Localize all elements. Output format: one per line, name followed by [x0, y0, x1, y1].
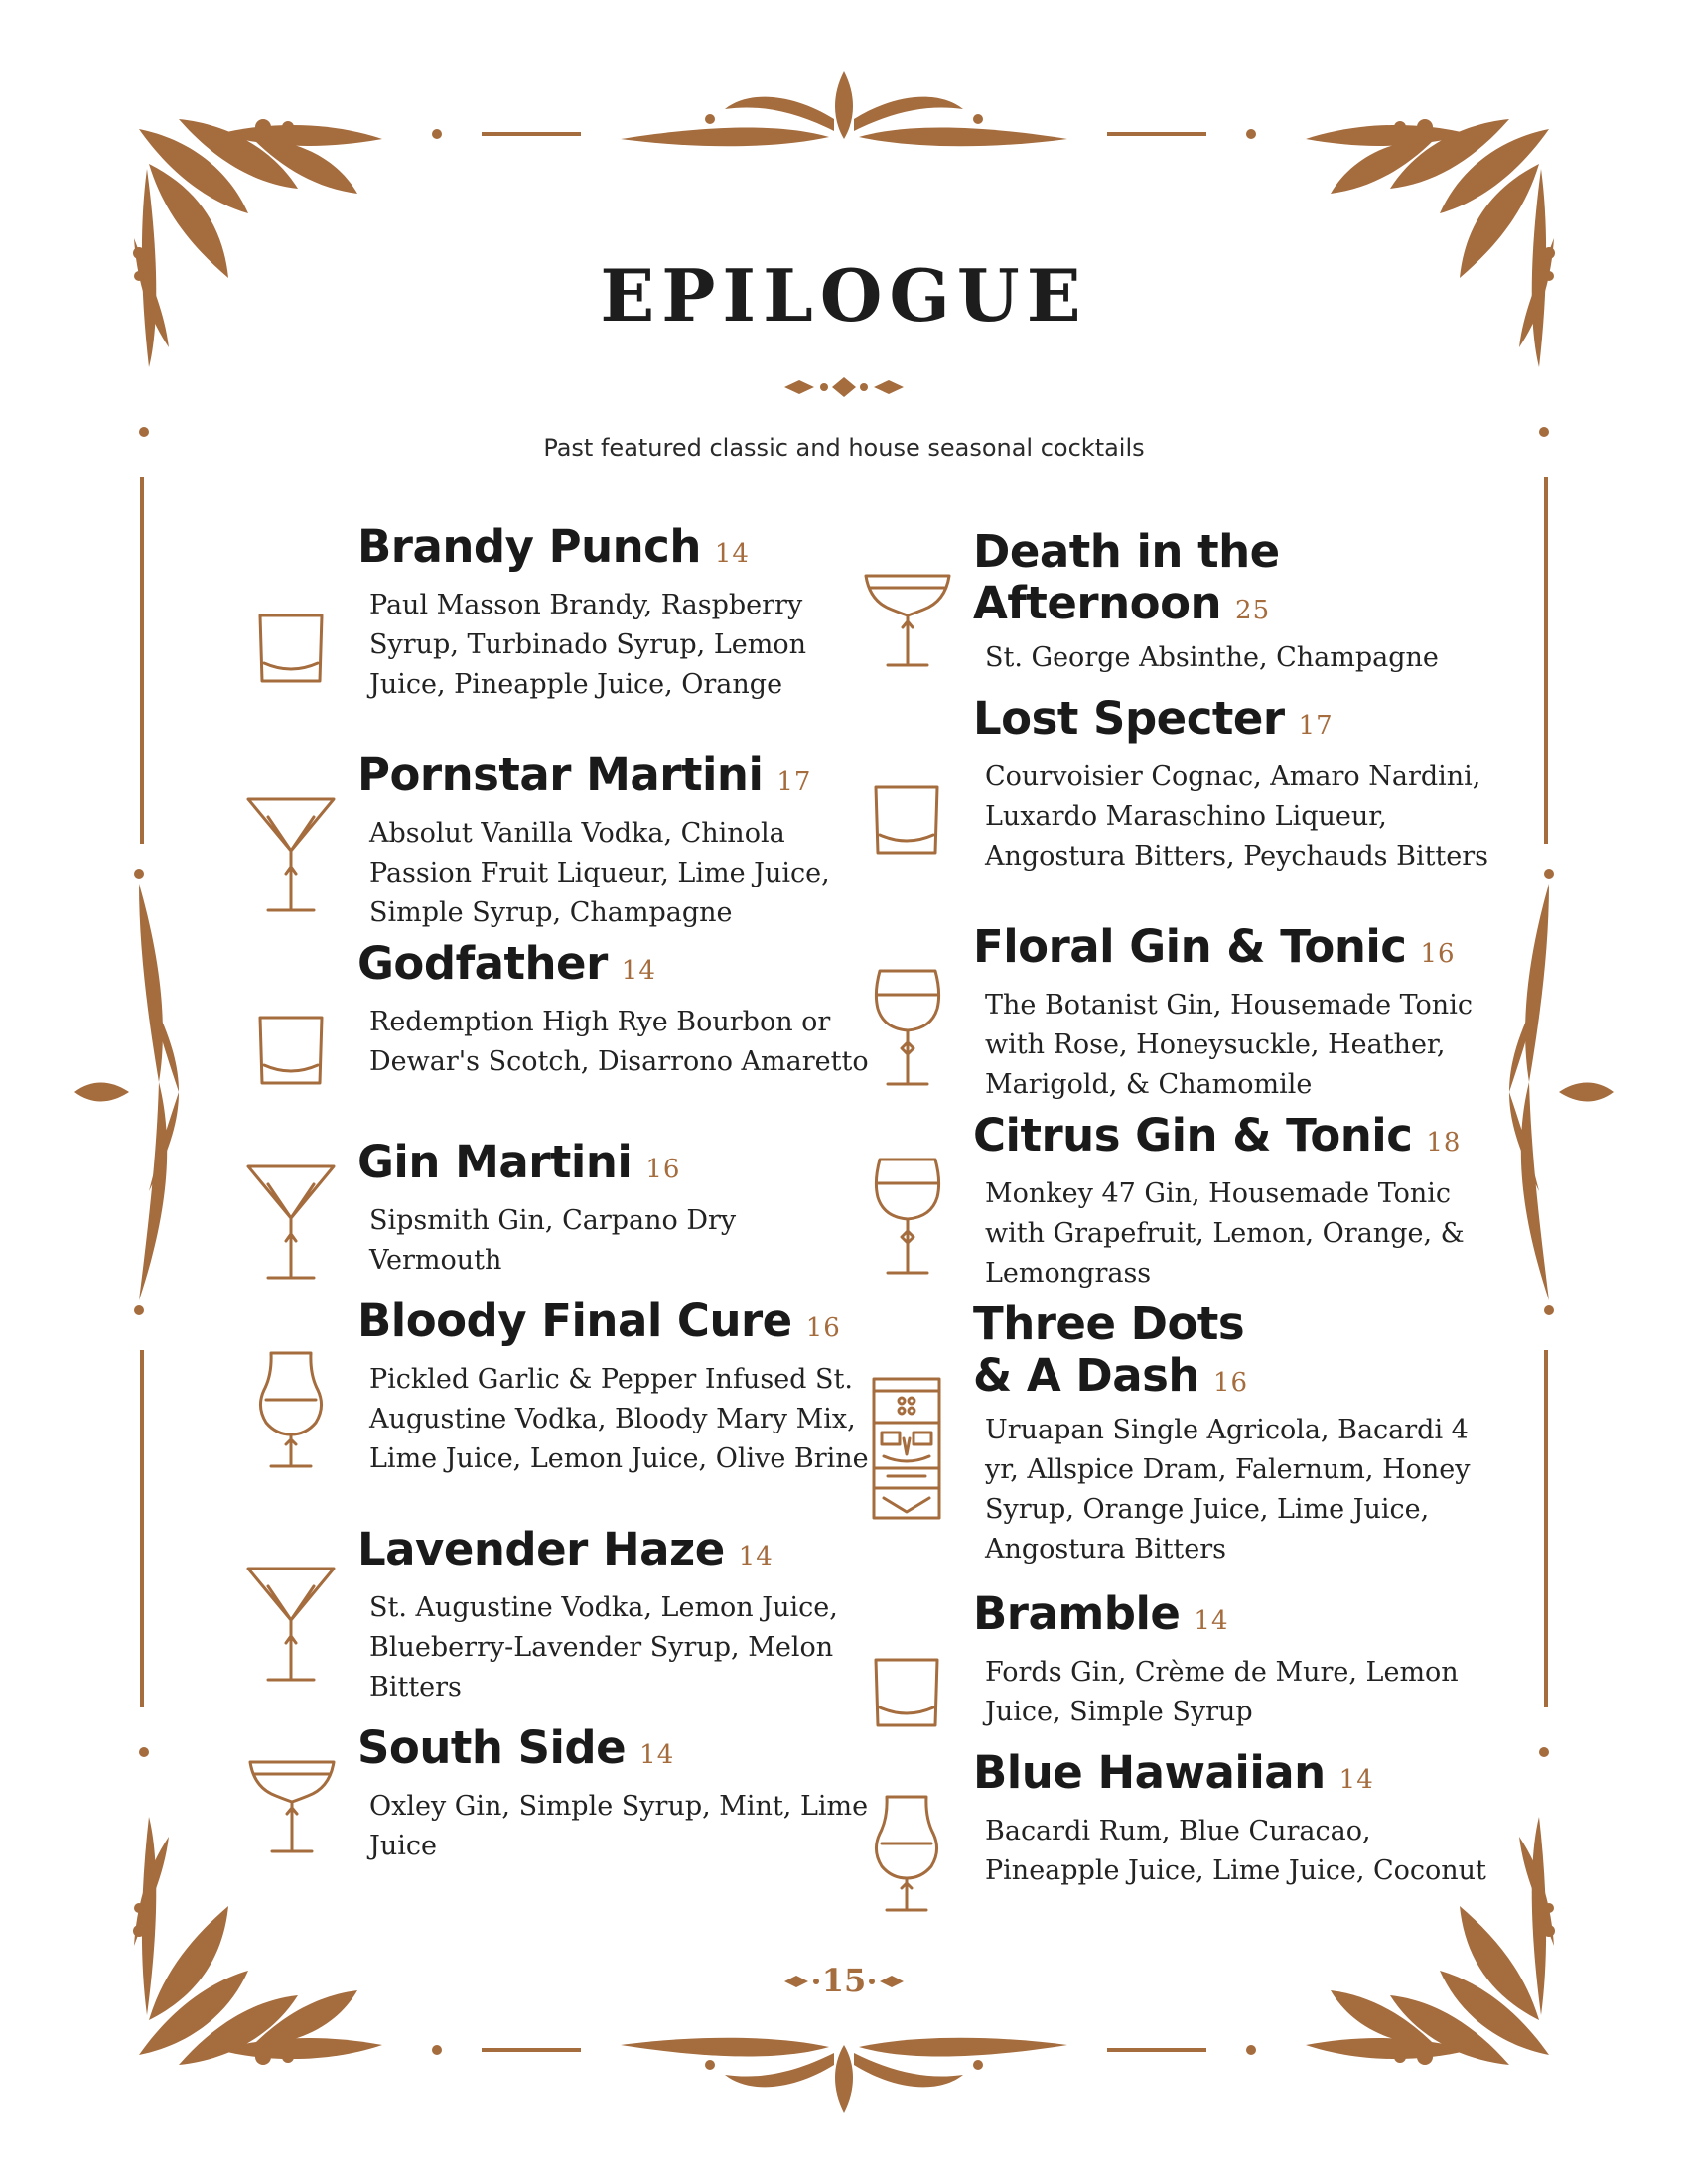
rocks-glass-icon [238, 606, 348, 695]
item-price: 16 [645, 1155, 681, 1184]
item-title: Brandy Punch 14 [357, 520, 750, 573]
item-ingredients: Uruapan Single Agricola, Bacardi 4 yr, Allspice Dram, Falernum, Honey Syrup, Orange Juice, Lime Juice, Angostura Bitters [985, 1415, 1471, 1565]
item-ingredients: Redemption High Rye Bourbon or Dewar's Scotch, Disarrono Amaretto [369, 1007, 869, 1077]
rocks-glass-icon [854, 777, 963, 867]
item-ingredients: Absolut Vanilla Vodka, Chinola Passion Fruit Liqueur, Lime Juice, Simple Syrup, Champagne [369, 818, 830, 928]
page-subtitle: Past featured classic and house seasonal cocktails [543, 434, 1145, 462]
item-price: 16 [1420, 939, 1456, 969]
item-price: 14 [1338, 1765, 1374, 1795]
item-title: Pornstar Martini 17 [357, 749, 812, 801]
item-title: Citrus Gin & Tonic 18 [973, 1109, 1462, 1161]
martini-glass-icon [238, 1157, 348, 1286]
item-ingredients: Courvoisier Cognac, Amaro Nardini, Luxardo Maraschino Liqueur, Angostura Bitters, Peychauds Bitters [985, 761, 1489, 872]
item-ingredients: Monkey 47 Gin, Housemade Tonic with Grapefruit, Lemon, Orange, & Lemongrass [985, 1178, 1465, 1289]
item-title: Blue Hawaiian 14 [973, 1746, 1374, 1799]
item-price: 17 [776, 767, 812, 797]
item-title: Lost Specter 17 [973, 692, 1334, 745]
item-price: 14 [714, 539, 750, 569]
item-ingredients: Sipsmith Gin, Carpano Dry Vermouth [369, 1205, 737, 1276]
item-title: Bloody Final Cure 16 [357, 1295, 841, 1347]
item-ingredients: Oxley Gin, Simple Syrup, Mint, Lime Juice [369, 1791, 869, 1861]
item-price: 17 [1298, 711, 1334, 741]
martini-glass-icon [238, 1559, 348, 1688]
item-ingredients: Fords Gin, Crème de Mure, Lemon Juice, Simple Syrup [985, 1657, 1459, 1727]
page-number: 15 [821, 1962, 867, 1999]
item-price: 14 [639, 1740, 675, 1770]
item-ingredients: Bacardi Rum, Blue Curacao, Pineapple Juice, Lime Juice, Coconut [985, 1816, 1486, 1886]
item-title: Godfather 14 [357, 937, 656, 990]
item-ingredients: Pickled Garlic & Pepper Infused St. Augustine Vodka, Bloody Mary Mix, Lime Juice, Lemon Juice, Olive Brine [369, 1364, 869, 1474]
item-title: Three Dots & A Dash 16 [973, 1297, 1249, 1402]
item-title: South Side 14 [357, 1721, 675, 1774]
item-ingredients: St. Augustine Vodka, Lemon Juice, Blueberry-Lavender Syrup, Melon Bitters [369, 1592, 838, 1703]
item-price: 18 [1426, 1128, 1462, 1158]
item-title: Death in the Afternoon 25 [973, 525, 1280, 629]
item-title: Floral Gin & Tonic 16 [973, 920, 1456, 973]
item-title: Lavender Haze 14 [357, 1523, 774, 1575]
balloon-glass-icon [854, 963, 963, 1092]
item-price: 16 [1212, 1368, 1249, 1398]
item-price: 25 [1235, 596, 1271, 625]
page-title: EPILOGUE [600, 253, 1088, 338]
item-title: Gin Martini 16 [357, 1136, 681, 1188]
item-ingredients: Paul Masson Brandy, Raspberry Syrup, Turbinado Syrup, Lemon Juice, Pineapple Juice, Orange [369, 590, 806, 700]
item-price: 14 [621, 956, 656, 986]
martini-glass-icon [238, 789, 348, 918]
item-title: Bramble 14 [973, 1587, 1229, 1640]
rocks-glass-icon [238, 1008, 348, 1097]
item-price: 16 [805, 1313, 841, 1343]
coupe-glass-icon [238, 1752, 348, 1861]
tulip-glass-icon [854, 1789, 963, 1918]
item-price: 14 [738, 1542, 774, 1571]
tulip-glass-icon [238, 1345, 348, 1474]
item-price: 14 [1194, 1606, 1229, 1636]
item-ingredients: St. George Absinthe, Champagne [985, 642, 1439, 673]
balloon-glass-icon [854, 1152, 963, 1281]
rocks-glass-icon [854, 1650, 963, 1739]
coupe-glass-icon [854, 566, 963, 675]
tiki-mug-icon [854, 1373, 963, 1522]
item-ingredients: The Botanist Gin, Housemade Tonic with Rose, Honeysuckle, Heather, Marigold, & Chamomile [985, 990, 1473, 1100]
